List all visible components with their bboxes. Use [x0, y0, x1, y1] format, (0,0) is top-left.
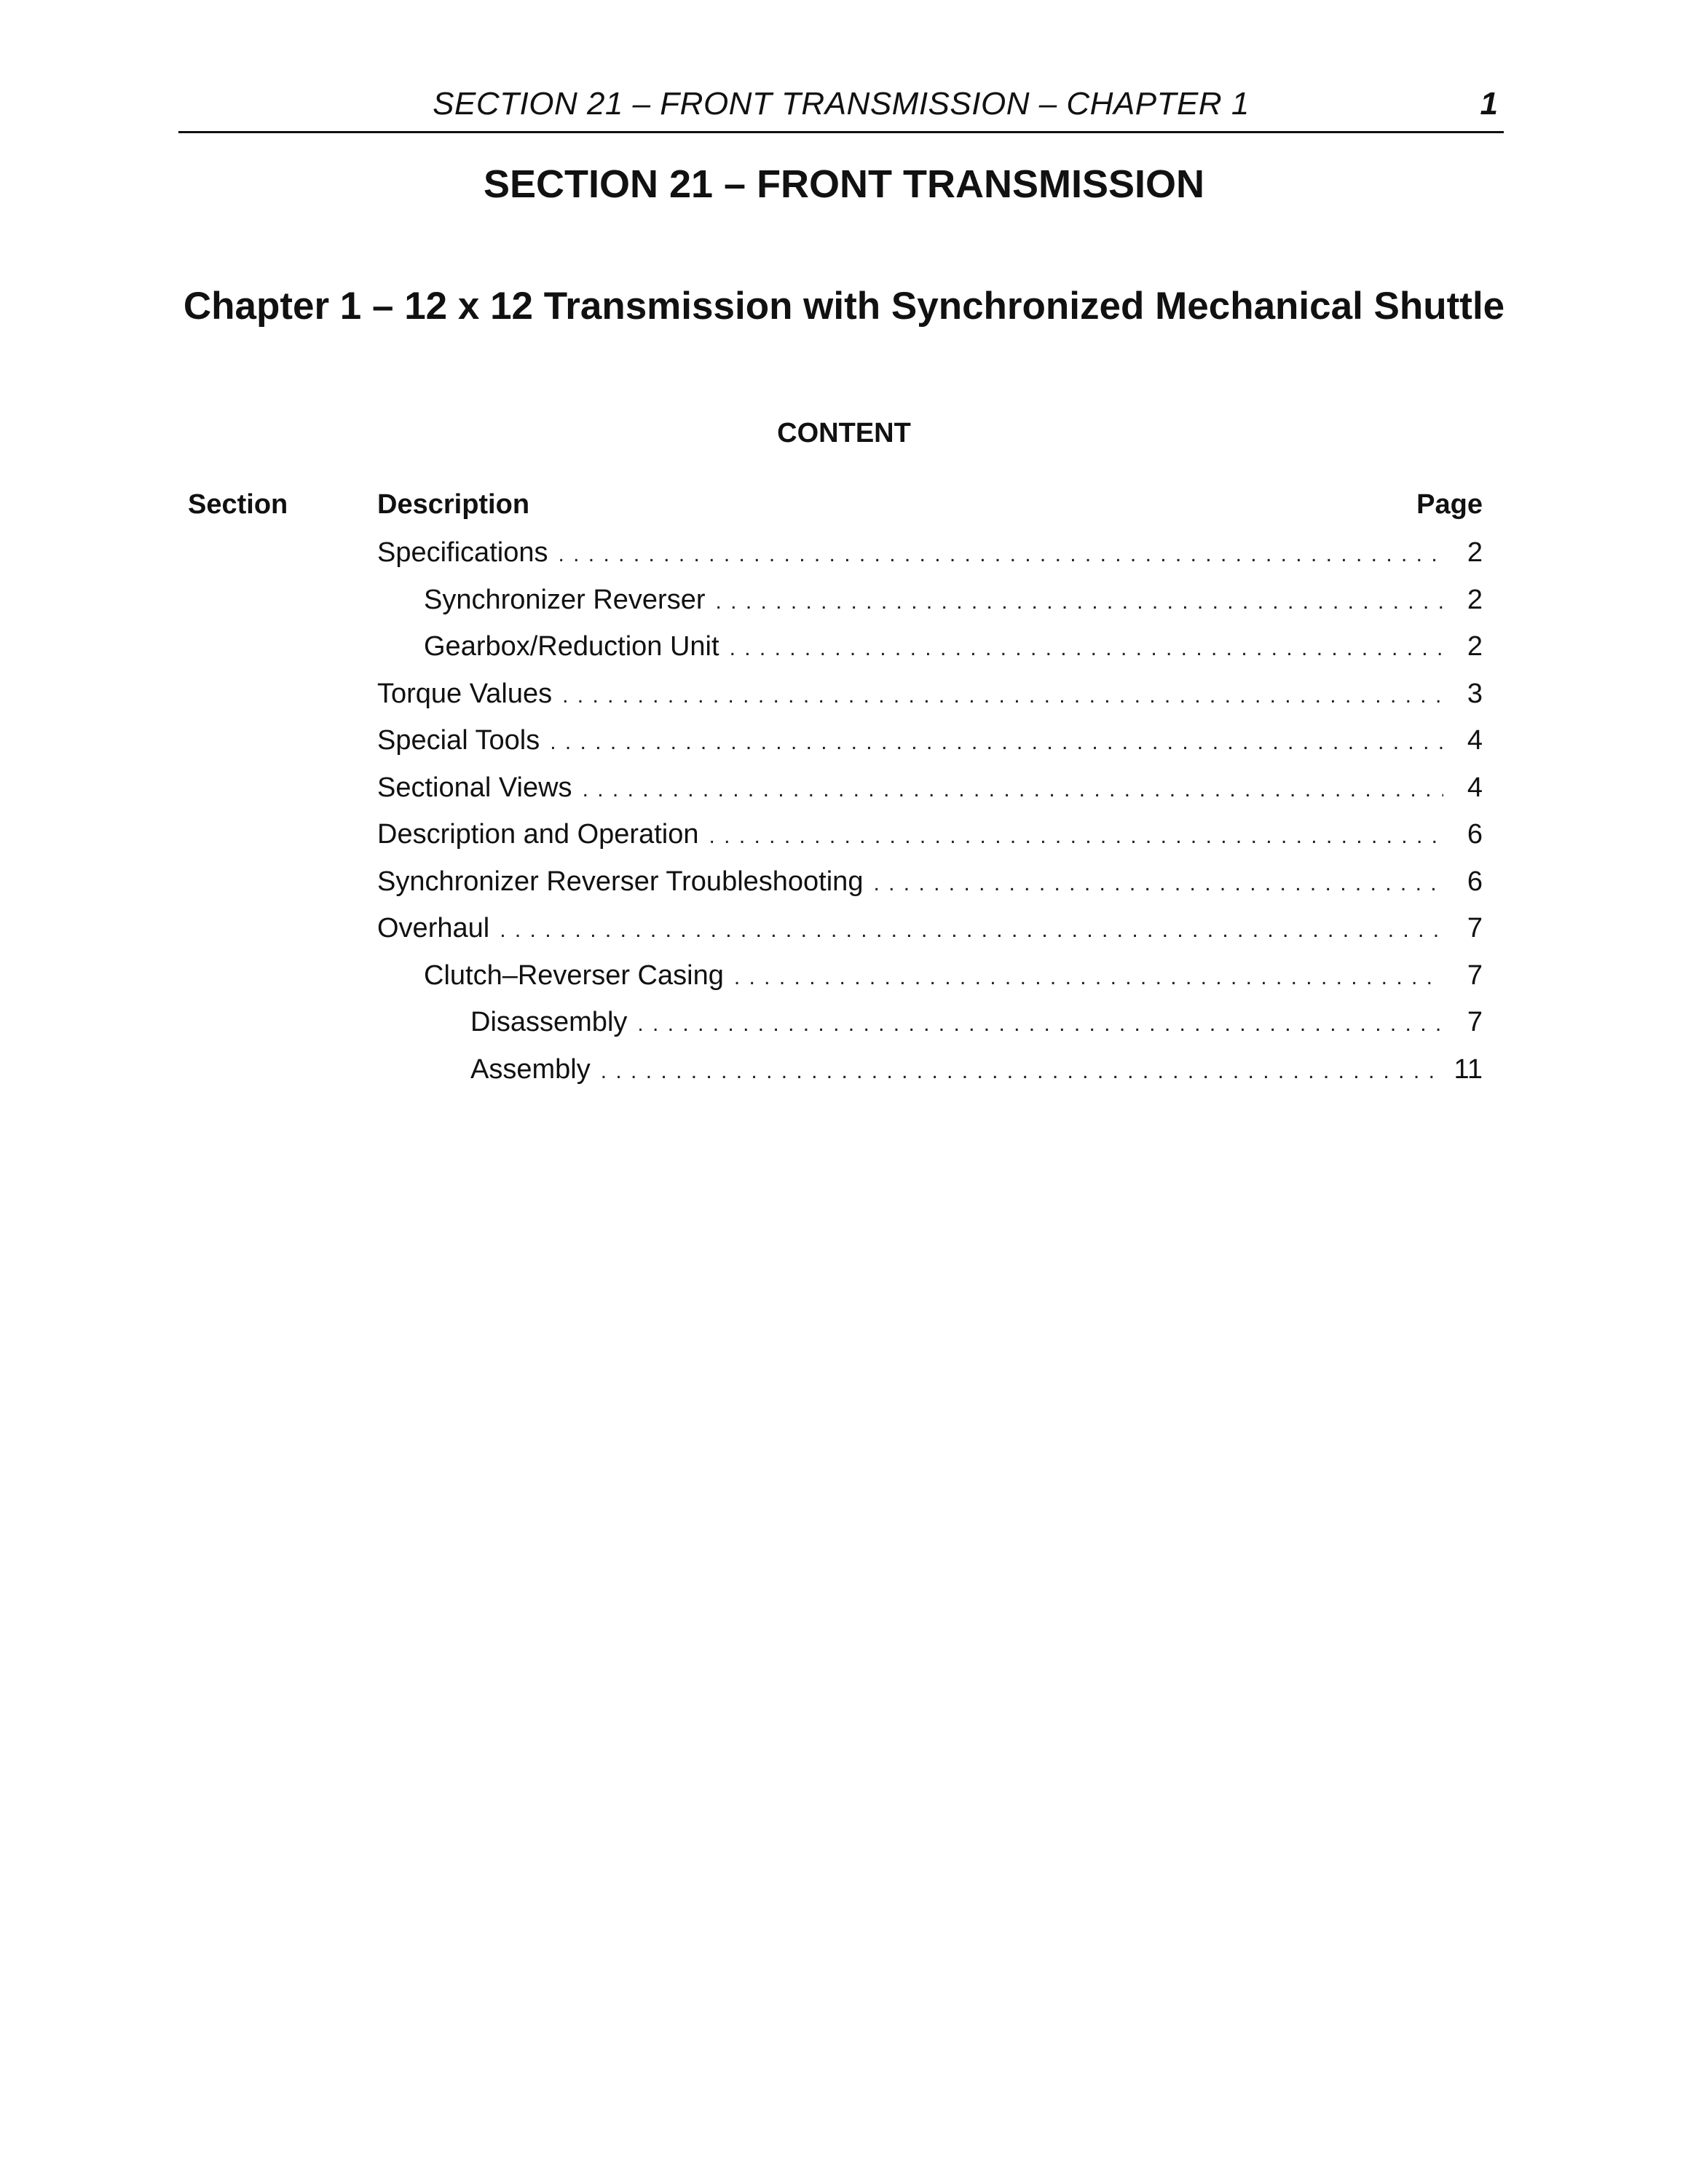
- page-number: 1: [1480, 86, 1498, 122]
- toc-entry-label: Assembly: [470, 1053, 591, 1085]
- toc-entry-label: Clutch–Reverser Casing: [424, 960, 724, 991]
- toc-entry-label: Disassembly: [470, 1007, 628, 1037]
- toc-entry-label: Synchronizer Reverser Troubleshooting: [377, 866, 864, 897]
- toc-entry[interactable]: [377, 725, 1483, 772]
- toc-dot-leader: [562, 684, 1443, 708]
- content-heading: CONTENT: [777, 418, 911, 448]
- toc-dot-leader: [873, 871, 1443, 896]
- toc-entry-label: Torque Values: [377, 678, 553, 709]
- column-header-description: Description: [377, 489, 530, 520]
- toc-dot-leader: [601, 1059, 1443, 1084]
- toc-entry-page: 2: [1467, 584, 1483, 615]
- toc-dot-leader: [500, 918, 1443, 943]
- toc-entry-label: Special Tools: [377, 725, 540, 756]
- toc-dot-leader: [583, 778, 1443, 802]
- column-header-page: Page: [1416, 489, 1483, 520]
- column-header-section: Section: [188, 489, 288, 520]
- section-title: SECTION 21 – FRONT TRANSMISSION: [483, 162, 1205, 206]
- toc-entry-label: Specifications: [377, 537, 548, 568]
- toc-entry-page: 11: [1454, 1053, 1483, 1085]
- toc-entry[interactable]: [377, 1007, 1483, 1054]
- toc-entry[interactable]: [377, 585, 1483, 632]
- running-header: [178, 86, 1504, 133]
- toc-entry[interactable]: [377, 913, 1483, 960]
- toc-dot-leader: [730, 636, 1443, 661]
- toc-entry-page: 6: [1467, 866, 1483, 897]
- toc-entry-page: 3: [1467, 678, 1483, 709]
- toc-entry-page: 6: [1467, 819, 1483, 850]
- toc-dot-leader: [637, 1012, 1443, 1037]
- toc-entry[interactable]: [377, 819, 1483, 866]
- toc-entry-page: 2: [1467, 537, 1483, 568]
- toc-entry-label: Gearbox/Reduction Unit: [424, 631, 719, 662]
- toc-entry-page: 4: [1467, 772, 1483, 803]
- toc-entry[interactable]: [377, 1054, 1483, 1101]
- toc-entry[interactable]: [377, 772, 1483, 820]
- toc-dot-leader: [558, 542, 1443, 567]
- toc-entry-page: 7: [1467, 1007, 1483, 1037]
- chapter-title: Chapter 1 – 12 x 12 Transmission with Synchronized Mechanical Shuttle: [183, 285, 1505, 328]
- toc-entry[interactable]: [377, 537, 1483, 585]
- toc-entry-label: Sectional Views: [377, 772, 572, 803]
- toc-entry[interactable]: [377, 678, 1483, 726]
- table-of-contents: [377, 537, 1483, 1101]
- toc-entry-page: 2: [1467, 631, 1483, 662]
- toc-entry-page: 7: [1467, 960, 1483, 991]
- toc-entry-label: Overhaul: [377, 913, 490, 943]
- running-title: SECTION 21 – FRONT TRANSMISSION – CHAPTER 1: [433, 86, 1250, 122]
- toc-entry[interactable]: [377, 866, 1483, 914]
- toc-entry[interactable]: [377, 631, 1483, 678]
- toc-dot-leader: [734, 965, 1443, 990]
- toc-entry-label: Description and Operation: [377, 819, 699, 850]
- toc-dot-leader: [550, 730, 1443, 755]
- toc-entry[interactable]: [377, 960, 1483, 1008]
- toc-entry-page: 7: [1467, 913, 1483, 943]
- toc-dot-leader: [709, 824, 1443, 849]
- toc-entry-page: 4: [1467, 725, 1483, 756]
- toc-dot-leader: [715, 590, 1443, 614]
- toc-entry-label: Synchronizer Reverser: [424, 584, 706, 615]
